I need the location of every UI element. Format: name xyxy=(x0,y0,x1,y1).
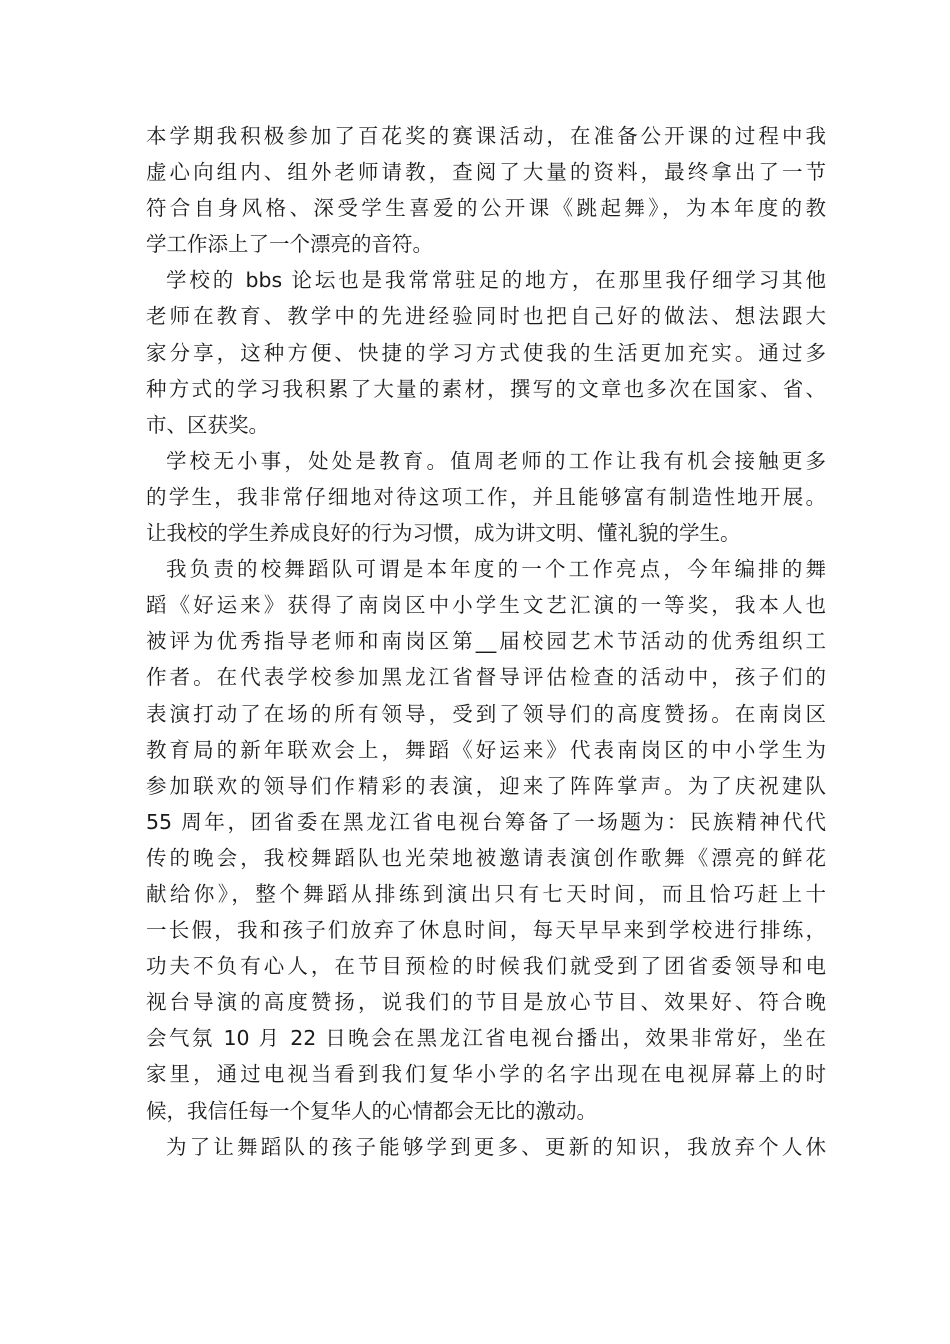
text-line: 学工作添上了一个漂亮的音符。 xyxy=(146,232,433,257)
text-line: 家分享，这种方便、快捷的学习方式使我的生活更加充实。通过多 xyxy=(146,340,826,365)
text-line: 功夫不负有心人，在节目预检的时候我们就受到了团省委领导和电 xyxy=(146,954,826,979)
text-line: 让我校的学生养成良好的行为习惯，成为讲文明、懂礼貌的学生。 xyxy=(146,521,741,546)
text-line: 为了让舞蹈队的孩子能够学到更多、更新的知识，我放弃个人休 xyxy=(166,1134,826,1159)
text-line: 55 周年，团省委在黑龙江省电视台筹备了一场题为：民族精神代代 xyxy=(146,809,826,834)
paragraph-4 xyxy=(146,551,826,1129)
paragraph-1 xyxy=(146,118,826,262)
text-line: 教育局的新年联欢会上，舞蹈《好运来》代表南岗区的中小学生为 xyxy=(146,737,826,762)
paragraph-2 xyxy=(146,262,826,442)
text-line: 蹈《好运来》获得了南岗区中小学生文艺汇演的一等奖，我本人也 xyxy=(146,593,826,618)
text-line: 会气氛 10 月 22 日晚会在黑龙江省电视台播出，效果非常好，坐在 xyxy=(146,1026,826,1051)
text-line: 符合自身风格、深受学生喜爱的公开课《跳起舞》，为本年度的教 xyxy=(146,196,826,221)
text-line: 献给你》，整个舞蹈从排练到演出只有七天时间，而且恰巧赶上十 xyxy=(146,881,826,906)
text-line: 家里，通过电视当看到我们复华小学的名字出现在电视屏幕上的时 xyxy=(146,1062,826,1087)
text-line: 学校的 bbs 论坛也是我常常驻足的地方，在那里我仔细学习其他 xyxy=(166,268,826,293)
text-line: 作者。在代表学校参加黑龙江省督导评估检查的活动中，孩子们的 xyxy=(146,665,826,690)
text-line: 传的晚会，我校舞蹈队也光荣地被邀请表演创作歌舞《漂亮的鲜花 xyxy=(146,845,826,870)
text-line: 种方式的学习我积累了大量的素材，撰写的文章也多次在国家、省、 xyxy=(146,376,826,401)
text-line: 一长假，我和孩子们放弃了休息时间，每天早早来到学校进行排练， xyxy=(146,918,826,943)
text-line: 被评为优秀指导老师和南岗区第__届校园艺术节活动的优秀组织工 xyxy=(146,629,826,654)
text-line: 市、区获奖。 xyxy=(146,412,269,437)
document-body xyxy=(146,118,826,1165)
text-line: 学校无小事，处处是教育。值周老师的工作让我有机会接触更多 xyxy=(166,448,826,473)
paragraph-3 xyxy=(146,443,826,551)
text-line: 本学期我积极参加了百花奖的赛课活动，在准备公开课的过程中我 xyxy=(146,124,826,148)
text-line: 老师在教育、教学中的先进经验同时也把自己好的做法、想法跟大 xyxy=(146,304,826,329)
text-line: 的学生，我非常仔细地对待这项工作，并且能够富有制造性地开展。 xyxy=(146,484,826,509)
text-line: 视台导演的高度赞扬，说我们的节目是放心节目、效果好、符合晚 xyxy=(146,990,826,1015)
text-line: 我负责的校舞蹈队可谓是本年度的一个工作亮点，今年编排的舞 xyxy=(166,557,826,582)
text-line: 表演打动了在场的所有领导，受到了领导们的高度赞扬。在南岗区 xyxy=(146,701,826,726)
text-line: 虚心向组内、组外老师请教，查阅了大量的资料，最终拿出了一节 xyxy=(146,160,826,185)
text-line: 候，我信任每一个复华人的心情都会无比的激动。 xyxy=(146,1098,597,1123)
paragraph-5 xyxy=(146,1129,826,1165)
text-line: 参加联欢的领导们作精彩的表演，迎来了阵阵掌声。为了庆祝建队 xyxy=(146,773,826,798)
